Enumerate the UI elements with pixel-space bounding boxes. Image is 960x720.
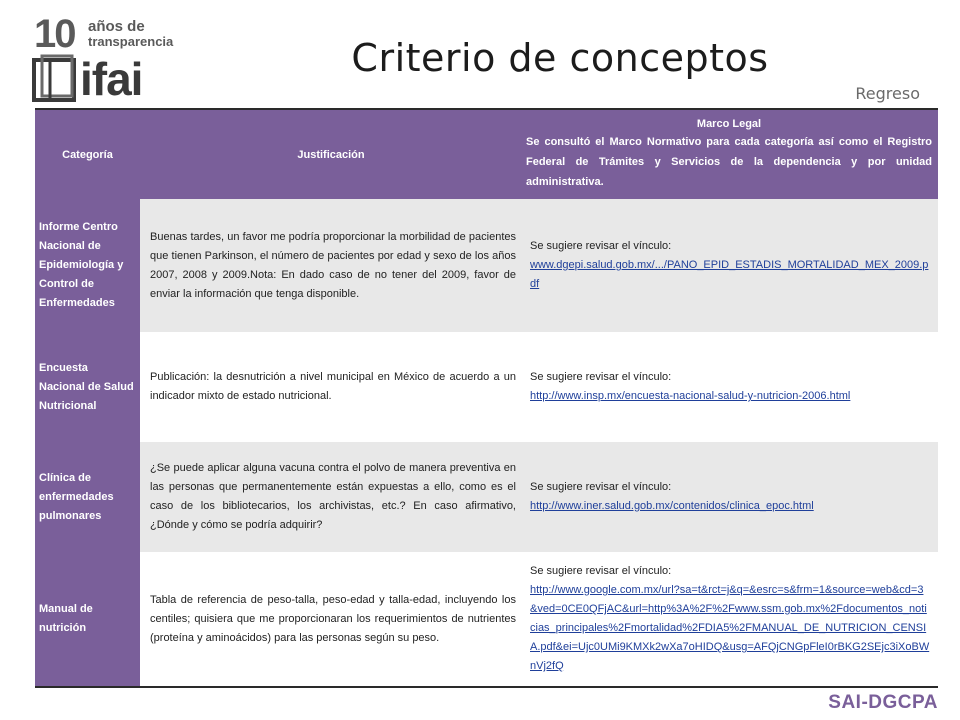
row-link-cell [522,199,938,332]
criteria-table [35,108,938,688]
link-prefix: Se sugiere revisar el vínculo: [530,565,672,577]
row-category: Clínica de enfermedades pulmonares [35,442,140,552]
reference-link[interactable]: http://www.insp.mx/encuesta-nacional-salud-y-nutricion-2006.html [530,390,851,402]
row-justification: Tabla de referencia de peso-talla, peso-edad y talla-edad, incluyendo los centiles; quisiera que me proporcionaran los requerimientos de nutrientes (proteína y aminoácidos) para las personas según su peso. [140,552,522,687]
link-prefix: Se sugiere revisar el vínculo: [530,240,672,252]
table-row [35,442,938,552]
logo-brand: ifai [80,53,143,105]
reference-link[interactable]: http://www.google.com.mx/url?sa=t&rct=j&q=&esrc=s&frm=1&source=web&cd=3&ved=0CE0QFjAC&url=http%3A%2F%2Fwww.ssm.gob.mx%2Fdocumentos_noticias_principales%2Fmortalidad%2FDIA5%2FMANUAL_DE_NUTRICION_CENSIA.pdf&ei=Ujc0UMi9KMXk2wXa7oHIDQ&usg=AFQjCNGpFleI0rBKG2SEjc3iXoBWnVj2fQ [530,584,930,672]
row-justification: ¿Se puede aplicar alguna vacuna contra el polvo de manera preventiva en las personas que permanentemente están expuestas a ello, como es el caso de los bibliotecarios, los archivistas, etc.? En caso afirmativo, ¿Dónde y cómo se podría adquirir? [140,442,522,552]
marco-legal-text: Se consultó el Marco Normativo para cada categoría así como el Registro Federal de Trámites y Servicios de la dependencia y por unidad administrativa. [526,135,932,188]
logo-line1: años de [88,18,145,35]
link-prefix: Se sugiere revisar el vínculo: [530,481,672,493]
row-link-cell [522,442,938,552]
table-row [35,552,938,687]
header-categoria: Categoría [35,109,140,199]
row-justification: Publicación: la desnutrición a nivel municipal en México de acuerdo a un indicador mixto de estado nutricional. [140,332,522,442]
logo-line2: transparencia [88,34,174,49]
table-row [35,199,938,332]
marco-legal-title: Marco Legal [696,117,762,130]
logo-number: 10 [34,12,75,56]
row-category: Informe Centro Nacional de Epidemiología y Control de Enfermedades [35,199,140,332]
link-prefix: Se sugiere revisar el vínculo: [530,371,672,383]
page-title: Criterio de conceptos [351,36,769,80]
row-link-cell [522,552,938,687]
row-link-cell [522,332,938,442]
regreso-link[interactable]: Regreso [855,84,920,103]
row-justification: Buenas tardes, un favor me podría proporcionar la morbilidad de pacientes que tienen Parkinson, el número de pacientes por edad y sexo de los años 2007, 2008 y 2009.Nota: En dado caso de no tener del 2009, favor de enviar la información que tenga disponible. [140,199,522,332]
footer-brand: SAI-DGCPA [828,692,938,713]
reference-link[interactable]: http://www.iner.salud.gob.mx/contenidos/clinica_epoc.html [530,500,814,512]
row-category: Encuesta Nacional de Salud Nutricional [35,332,140,442]
header-justificacion: Justificación [140,109,522,199]
header-marco-legal [522,109,938,199]
table-header-row [35,109,938,199]
reference-link[interactable]: www.dgepi.salud.gob.mx/.../PANO_EPID_ESTADIS_MORTALIDAD_MEX_2009.pdf [530,259,929,290]
table-row [35,332,938,442]
row-category: Manual de nutrición [35,552,140,687]
